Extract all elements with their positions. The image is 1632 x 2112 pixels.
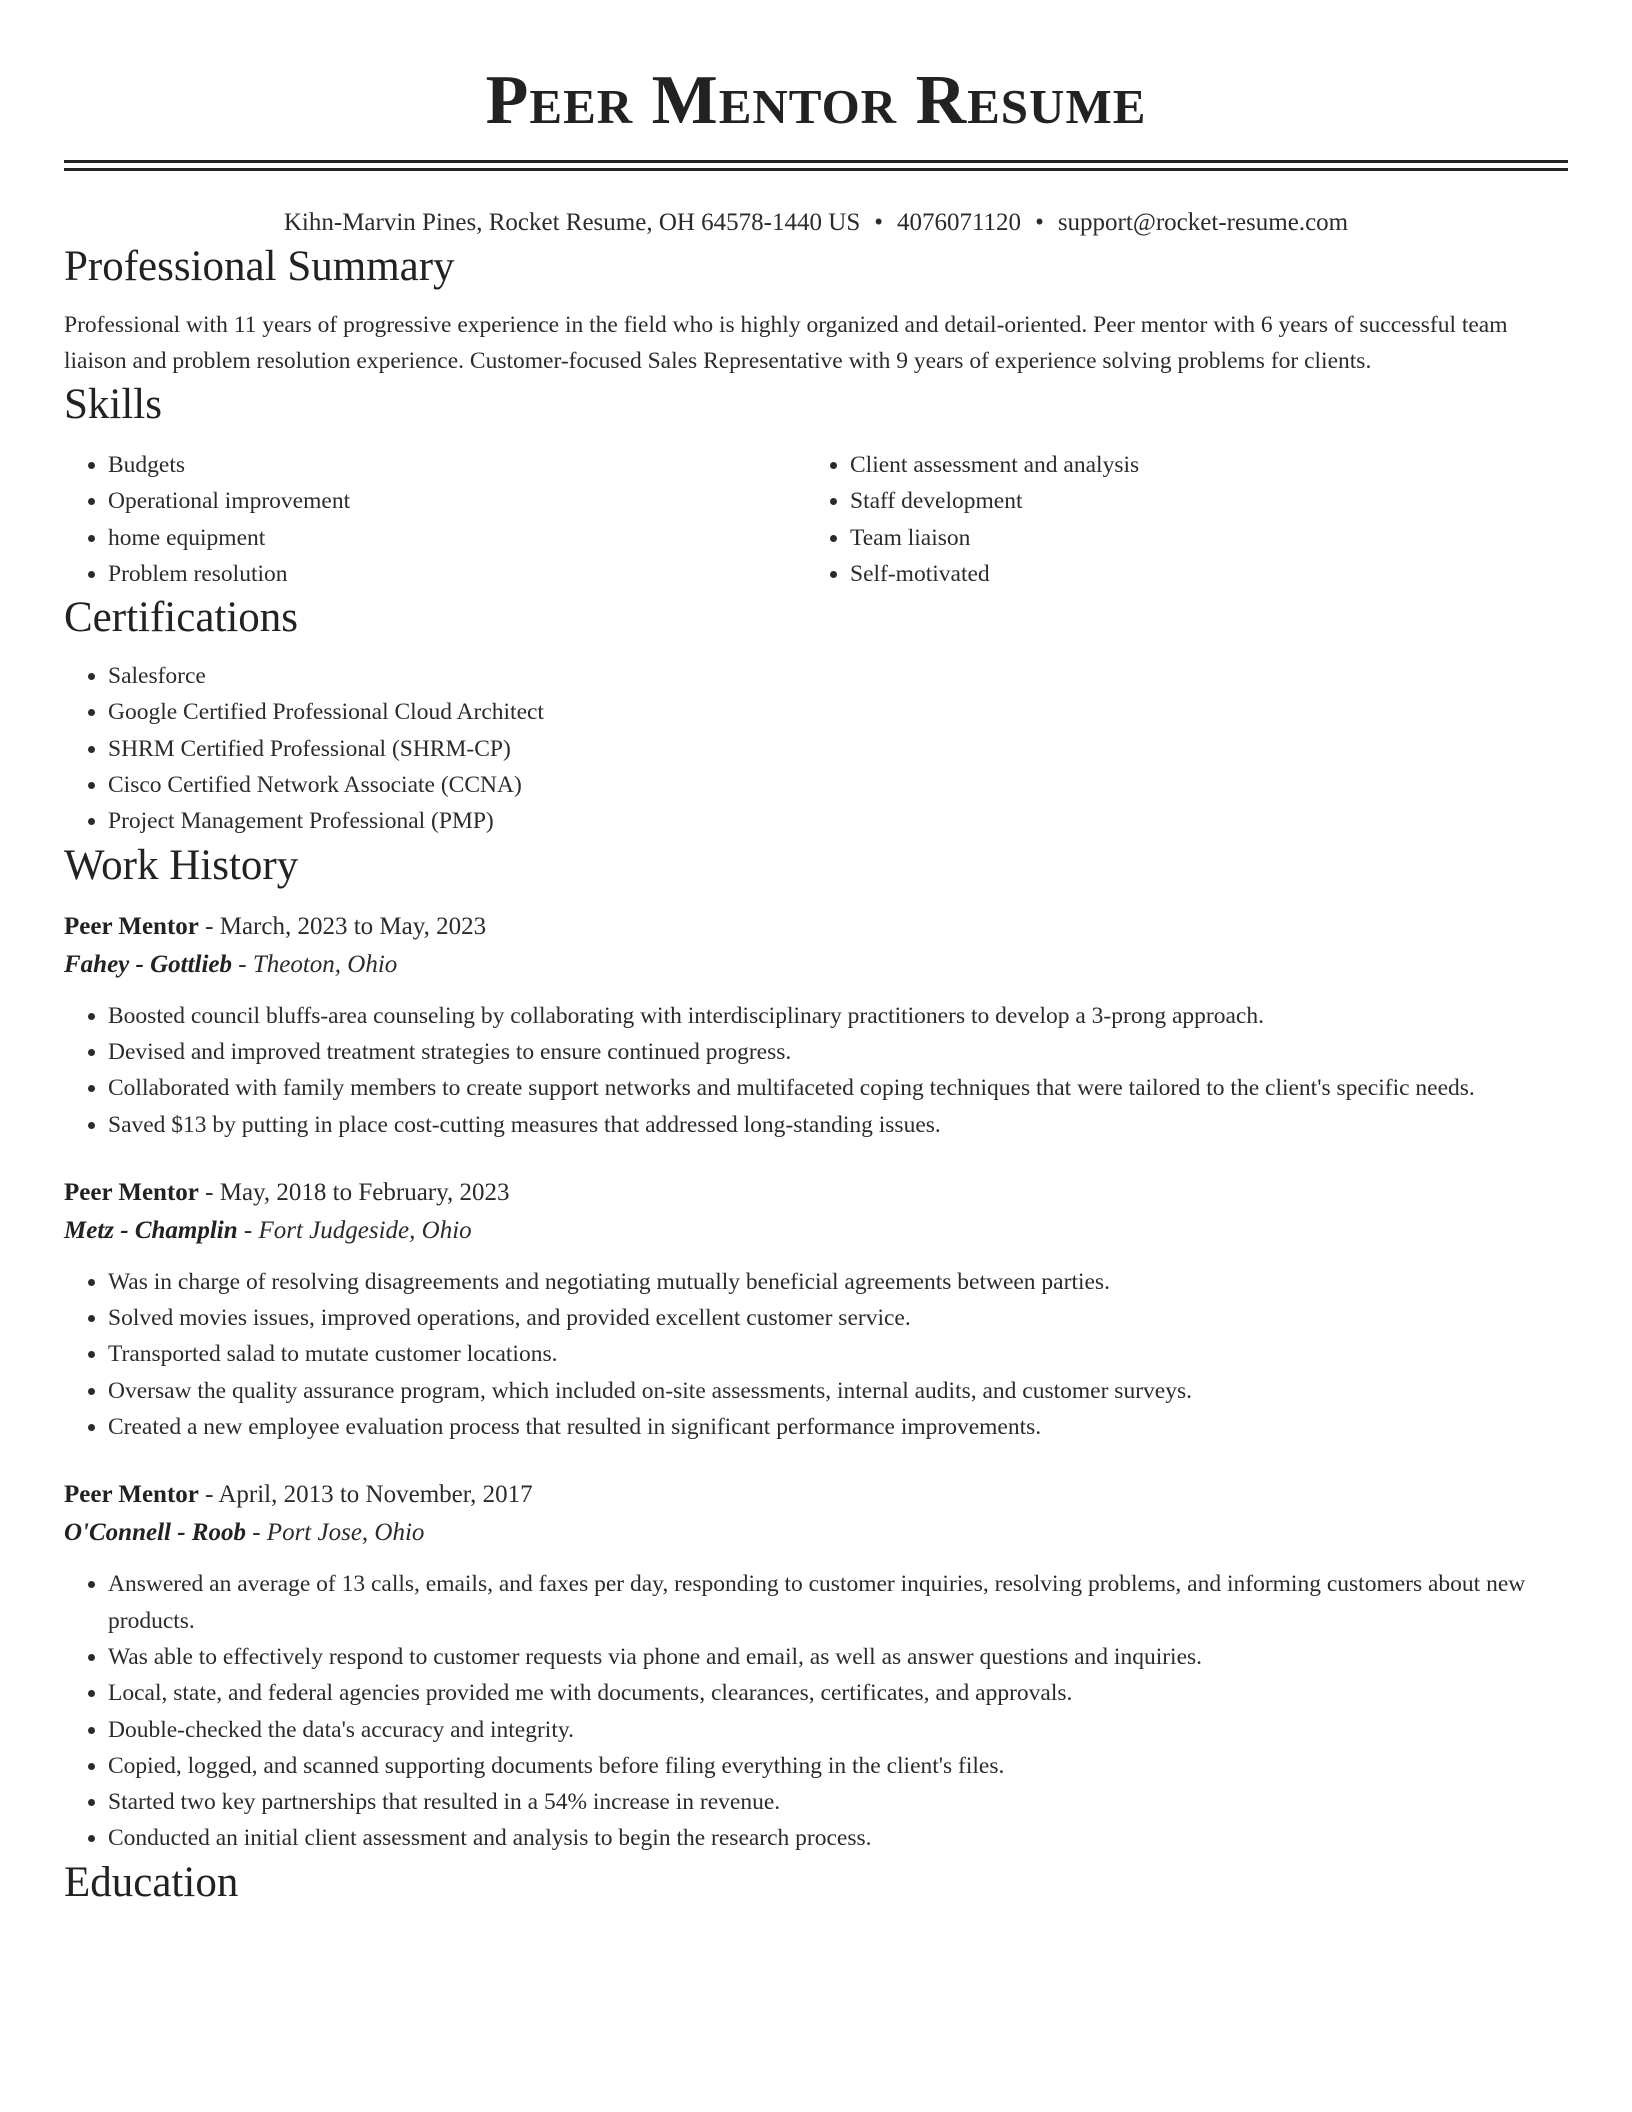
skill-item: • Budgets (108, 447, 806, 483)
skills-column-left (64, 447, 806, 592)
job-bullet: • Saved $13 by putting in place cost-cutting measures that addressed long-standing issues. (108, 1107, 1568, 1143)
certifications-list (64, 658, 1568, 839)
job-bullet: • Started two key partnerships that resulted in a 54% increase in revenue. (108, 1784, 1568, 1820)
skills-list-left (64, 447, 806, 592)
page-title: Peer Mentor Resume (485, 62, 1147, 139)
job-company-line (64, 1212, 1568, 1250)
certification-item: • Google Certified Professional Cloud Architect (108, 694, 1568, 730)
section-heading-education: Education (64, 1858, 239, 1906)
job-location: - Port Jose, Ohio (245, 1519, 425, 1547)
job-bullet: • Double-checked the data's accuracy and integrity. (108, 1712, 1568, 1748)
skill-item: • Team liaison (850, 520, 1548, 556)
title-double-rule (64, 160, 1568, 171)
job-bullet: • Conducted an initial client assessment and analysis to begin the research process. (108, 1820, 1568, 1856)
job-title-line (64, 1174, 1568, 1212)
job-bullet: • Was able to effectively respond to customer requests via phone and email, as well as answer questions and inquiries. (108, 1639, 1568, 1675)
job-bullet: • Boosted council bluffs-area counseling by collaborating with interdisciplinary practitioners to develop a 3-prong approach. (108, 998, 1568, 1034)
job-company-line (64, 1514, 1568, 1552)
job-dates: - April, 2013 to November, 2017 (198, 1481, 533, 1509)
work-entry (64, 1476, 1568, 1856)
skills-column-right (806, 447, 1548, 592)
job-bullet: • Oversaw the quality assurance program, which included on-site assessments, internal audits, and customer surveys. (108, 1373, 1568, 1409)
job-location: - Theoton, Ohio (232, 950, 398, 978)
certification-item: • Project Management Professional (PMP) (108, 803, 1568, 839)
skills-list-right (806, 447, 1548, 592)
skill-item: • Problem resolution (108, 556, 806, 592)
skill-item: • Operational improvement (108, 483, 806, 519)
section-heading-skills: Skills (64, 381, 162, 428)
skills-grid (64, 447, 1568, 592)
work-entry (64, 1174, 1568, 1445)
job-location: - Fort Judgeside, Ohio (237, 1216, 472, 1244)
job-dates: - March, 2023 to May, 2023 (198, 912, 487, 940)
job-bullet: • Devised and improved treatment strategies to ensure continued progress. (108, 1034, 1568, 1070)
job-company: Metz - Champlin (64, 1216, 238, 1244)
job-role: Peer Mentor (64, 912, 199, 940)
contact-separator: • (1035, 209, 1044, 236)
job-bullet: • Answered an average of 13 calls, emails, and faxes per day, responding to customer inquiries, resolving problems, and informing customers about new products. (108, 1566, 1568, 1639)
job-bullet: • Created a new employee evaluation process that resulted in significant performance improvements. (108, 1409, 1568, 1445)
section-heading-summary: Professional Summary (64, 243, 455, 290)
job-company-line (64, 946, 1568, 984)
certification-item: • Cisco Certified Network Associate (CCNA) (108, 767, 1568, 803)
job-company: Fahey - Gottlieb (64, 950, 233, 978)
certification-item: • SHRM Certified Professional (SHRM-CP) (108, 731, 1568, 767)
job-bullet-list (64, 1264, 1568, 1445)
work-entry (64, 908, 1568, 1143)
skill-item: • Client assessment and analysis (850, 447, 1548, 483)
job-bullet: • Solved movies issues, improved operations, and provided excellent customer service. (108, 1300, 1568, 1336)
job-dates: - May, 2018 to February, 2023 (198, 1178, 510, 1206)
contact-line (64, 205, 1568, 241)
job-bullet-list (64, 998, 1568, 1143)
job-bullet: • Collaborated with family members to create support networks and multifaceted coping techniques that were tailored to the client's specific needs. (108, 1070, 1568, 1106)
contact-email: support@rocket-resume.com (1057, 209, 1349, 236)
job-bullet: • Local, state, and federal agencies provided me with documents, clearances, certificates, and approvals. (108, 1675, 1568, 1711)
job-role: Peer Mentor (64, 1481, 199, 1509)
summary-text: Professional with 11 years of progressive experience in the field who is highly organized and detail-oriented. Peer mentor with 6 years of successful team liaison and problem resolution experience. Customer-focused Sales Representative with 9 years of experience solving problems for clients. (64, 312, 1508, 374)
section-heading-work-history: Work History (64, 841, 299, 889)
contact-address: Kihn-Marvin Pines, Rocket Resume, OH 64578-1440 US (283, 209, 861, 236)
contact-separator: • (874, 209, 883, 236)
job-title-line (64, 1476, 1568, 1514)
job-bullet: • Copied, logged, and scanned supporting documents before filing everything in the client's files. (108, 1748, 1568, 1784)
skill-item: • Staff development (850, 483, 1548, 519)
section-heading-certifications: Certifications (64, 594, 299, 642)
job-bullet: • Was in charge of resolving disagreements and negotiating mutually beneficial agreements between parties. (108, 1264, 1568, 1300)
job-company: O'Connell - Roob (64, 1519, 246, 1547)
job-bullet: • Transported salad to mutate customer locations. (108, 1336, 1568, 1372)
job-role: Peer Mentor (64, 1178, 199, 1206)
certification-item: • Salesforce (108, 658, 1568, 694)
job-bullet-list (64, 1566, 1568, 1856)
job-title-line (64, 908, 1568, 946)
skill-item: • home equipment (108, 520, 806, 556)
skill-item: • Self-motivated (850, 556, 1548, 592)
contact-phone: 4076071120 (896, 209, 1022, 236)
